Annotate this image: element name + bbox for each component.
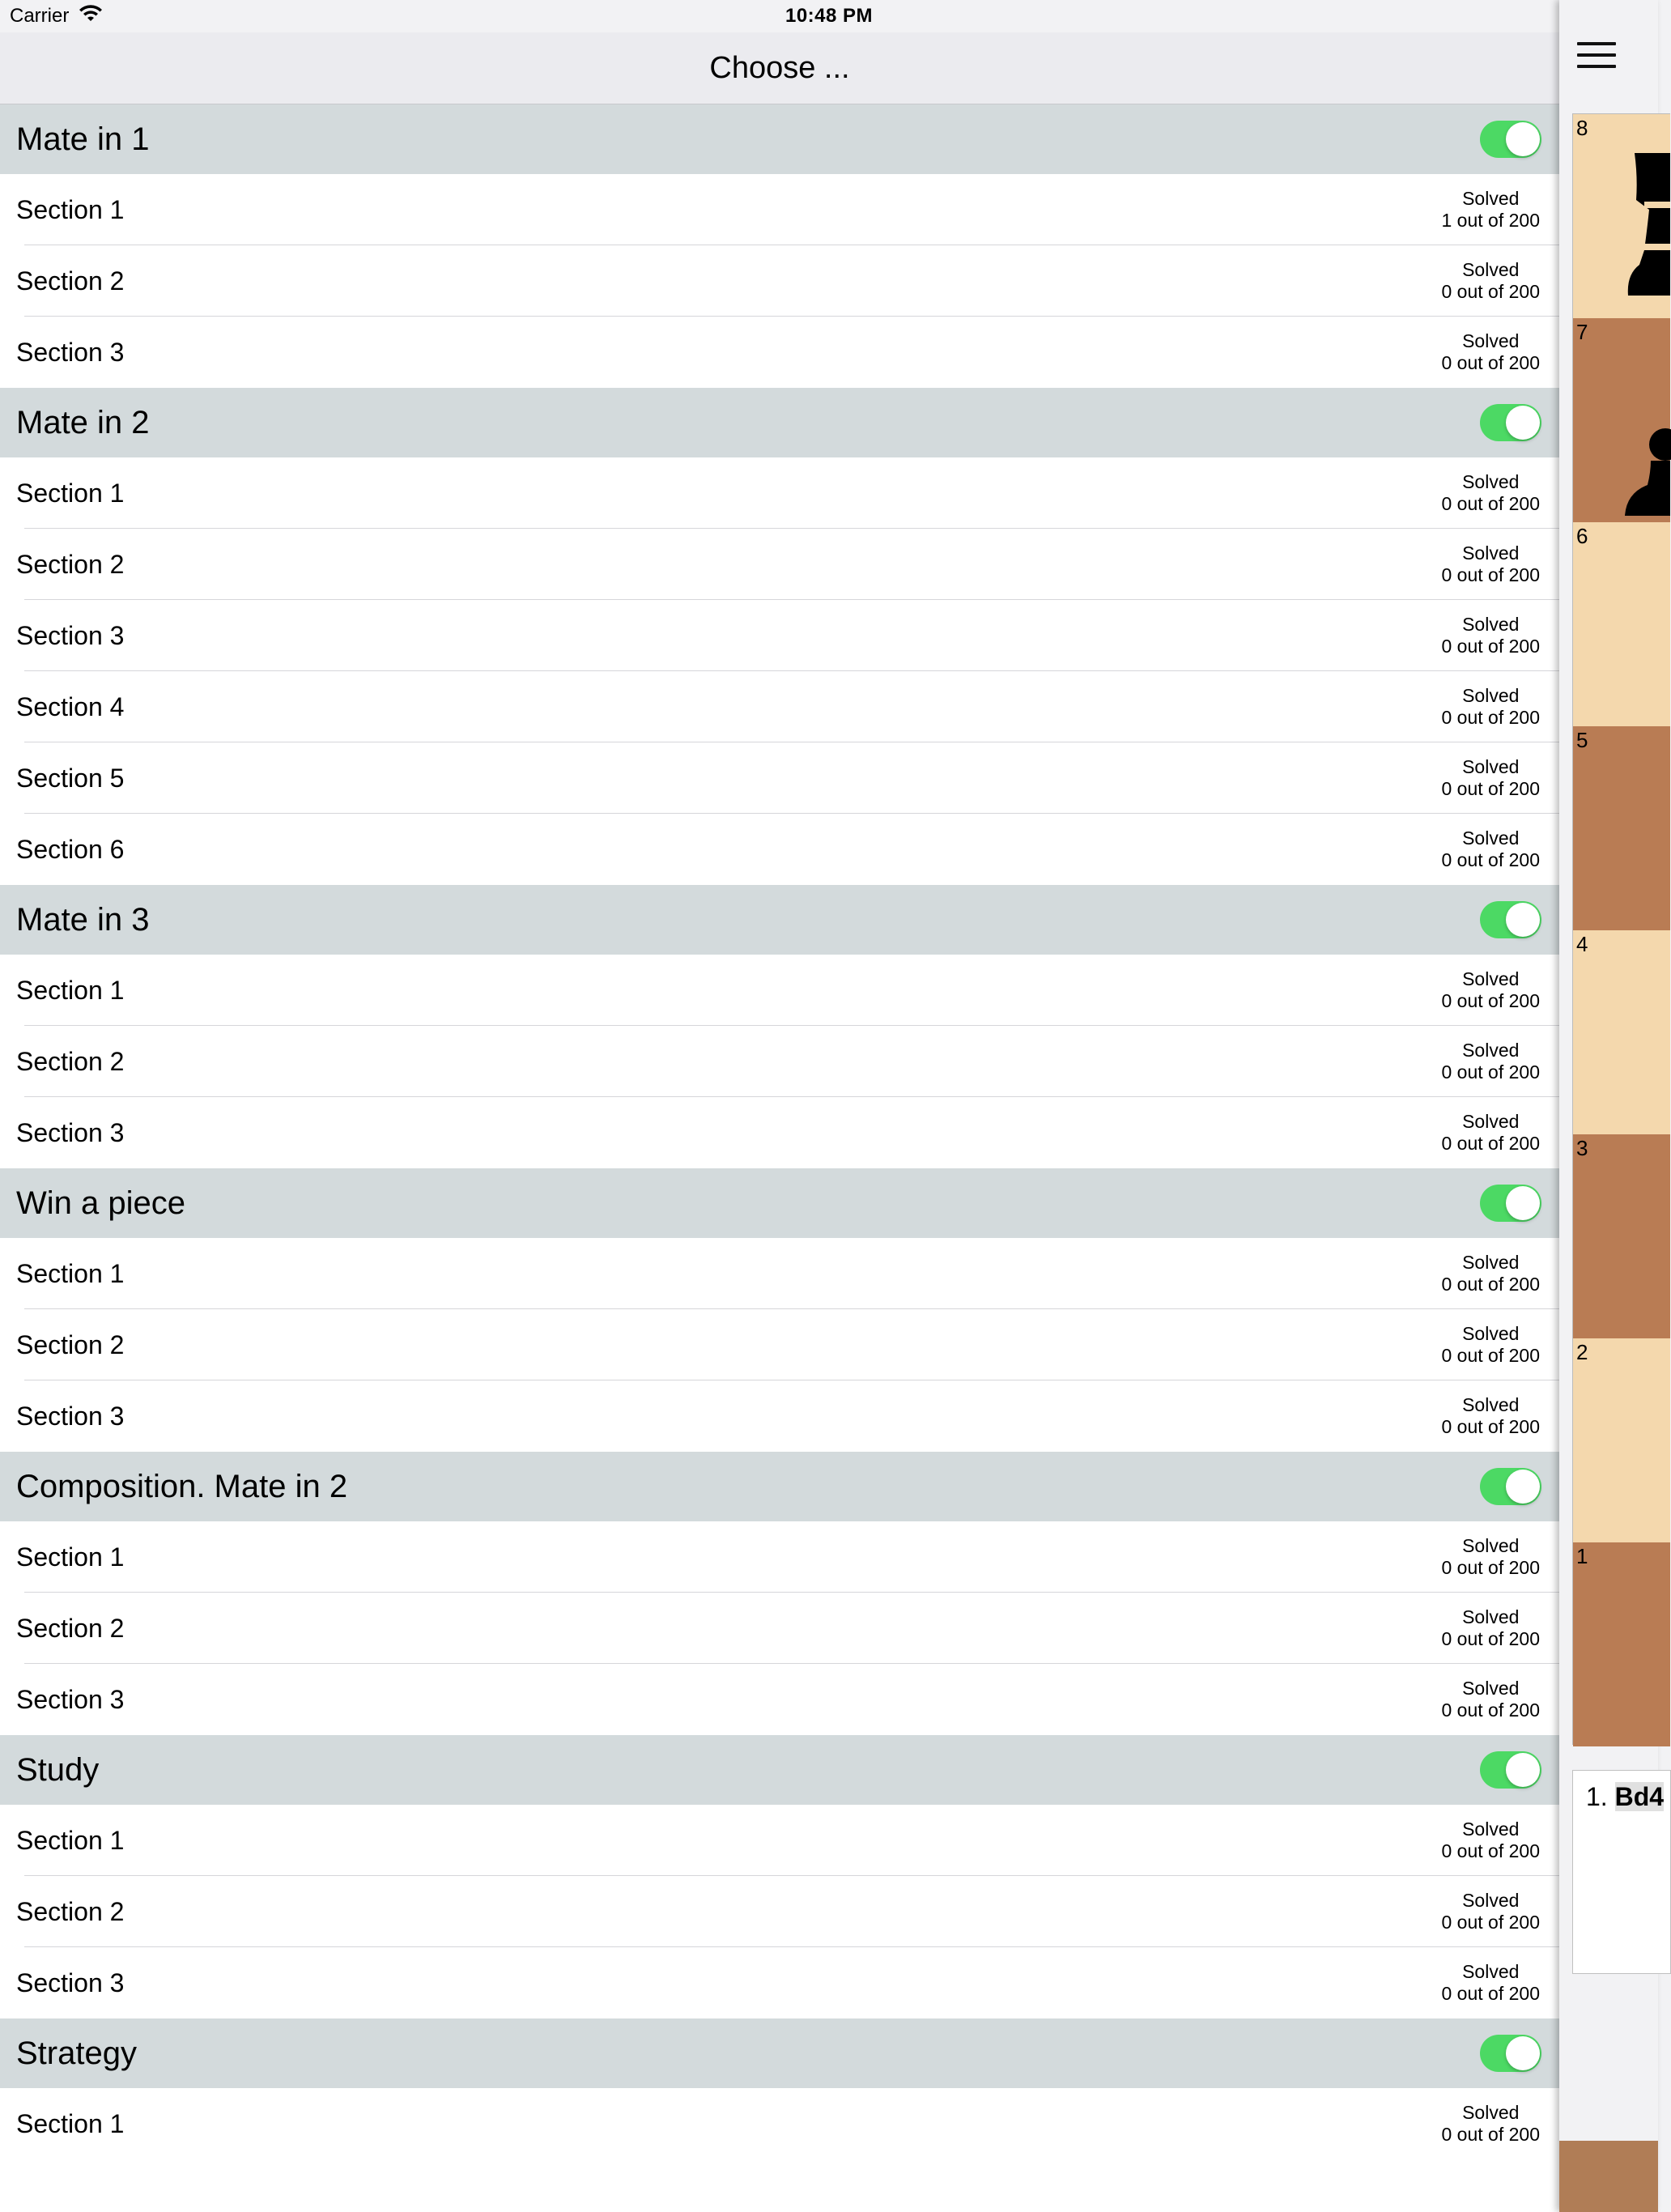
solved-status: [1442, 1252, 1541, 1295]
board-rank[interactable]: [1573, 726, 1670, 930]
solved-label: Solved: [1462, 1678, 1520, 1699]
solved-status: [1442, 1890, 1541, 1933]
solved-count: 0 out of 200: [1441, 564, 1540, 585]
solved-count: 0 out of 200: [1441, 1133, 1540, 1154]
section-row[interactable]: [0, 317, 1559, 388]
section-row[interactable]: [0, 2088, 1559, 2159]
section-label: Section 2: [16, 1329, 125, 1359]
group-header: [0, 885, 1559, 955]
section-row[interactable]: [0, 1664, 1559, 1735]
hamburger-menu-icon[interactable]: [1577, 42, 1616, 71]
section-row[interactable]: [0, 955, 1559, 1026]
section-label: Section 2: [16, 266, 125, 296]
solved-label: Solved: [1462, 1961, 1520, 1982]
group-header: [0, 1168, 1559, 1238]
group-header: [0, 2018, 1559, 2088]
section-row[interactable]: [0, 1593, 1559, 1664]
group-title: Mate in 2: [16, 404, 150, 440]
section-row[interactable]: [0, 1309, 1559, 1380]
solved-label: Solved: [1462, 188, 1520, 209]
solved-count: 0 out of 200: [1441, 1699, 1540, 1721]
group-toggle[interactable]: [1480, 1468, 1541, 1505]
solved-label: Solved: [1462, 827, 1520, 849]
solved-label: Solved: [1462, 1394, 1520, 1415]
section-label: Section 3: [16, 620, 125, 650]
group-title: Strategy: [16, 2035, 137, 2071]
solved-label: Solved: [1462, 1606, 1520, 1627]
section-row[interactable]: [0, 1521, 1559, 1593]
group-toggle[interactable]: [1480, 1751, 1541, 1789]
solved-label: Solved: [1462, 614, 1520, 635]
solved-label: Solved: [1462, 756, 1520, 777]
solved-count: 0 out of 200: [1441, 1416, 1540, 1437]
section-label: Section 4: [16, 691, 125, 721]
group-header: [0, 388, 1559, 457]
rank-number: 2: [1576, 1340, 1588, 1364]
group-title: Mate in 1: [16, 121, 150, 157]
rank-number: 6: [1576, 524, 1588, 548]
solved-label: Solved: [1462, 968, 1520, 989]
section-row[interactable]: [0, 671, 1559, 742]
section-row[interactable]: [0, 1026, 1559, 1097]
bottom-board-strip: [1559, 2141, 1658, 2212]
group-toggle[interactable]: [1480, 404, 1541, 441]
rank-number: 3: [1576, 1136, 1588, 1160]
move-highlight[interactable]: Bd4: [1614, 1782, 1665, 1811]
section-label: Section 1: [16, 194, 125, 224]
board-rank[interactable]: [1573, 1338, 1670, 1542]
section-row[interactable]: [0, 245, 1559, 317]
chess-board[interactable]: [1572, 113, 1670, 1745]
solved-status: [1442, 827, 1541, 871]
solved-status: [1442, 1323, 1541, 1367]
solved-status: [1442, 188, 1541, 232]
section-label: Section 1: [16, 478, 125, 508]
solved-count: 0 out of 200: [1441, 990, 1540, 1011]
solved-count: 0 out of 200: [1441, 1983, 1540, 2004]
group-title: Mate in 3: [16, 901, 150, 938]
solved-status: [1442, 542, 1541, 586]
solved-label: Solved: [1462, 1040, 1520, 1061]
section-list[interactable]: [0, 104, 1559, 2159]
group-toggle[interactable]: [1480, 901, 1541, 938]
rank-number: 1: [1576, 1544, 1588, 1568]
status-bar: [0, 0, 1658, 32]
board-rank[interactable]: [1573, 522, 1670, 726]
solved-count: 0 out of 200: [1441, 707, 1540, 728]
solved-count: 0 out of 200: [1441, 1274, 1540, 1295]
solved-count: 0 out of 200: [1441, 352, 1540, 373]
solved-status: [1442, 330, 1541, 374]
move-number: 1.: [1586, 1782, 1608, 1811]
solved-status: [1442, 1040, 1541, 1083]
section-row[interactable]: [0, 457, 1559, 529]
puzzle-chooser-panel: [0, 32, 1559, 2212]
solved-count: 0 out of 200: [1441, 281, 1540, 302]
solved-label: Solved: [1462, 259, 1520, 280]
solved-status: [1442, 1111, 1541, 1155]
solved-status: [1442, 1678, 1541, 1721]
group-header: [0, 104, 1559, 174]
solved-label: Solved: [1462, 685, 1520, 706]
section-label: Section 5: [16, 763, 125, 793]
group-toggle[interactable]: [1480, 2035, 1541, 2072]
black-pawn-icon: [1623, 420, 1670, 516]
solved-count: 0 out of 200: [1441, 1345, 1540, 1366]
solved-status: [1442, 685, 1541, 729]
solved-label: Solved: [1462, 471, 1520, 492]
group-toggle[interactable]: [1480, 1185, 1541, 1222]
solved-count: 0 out of 200: [1441, 2124, 1540, 2145]
section-row[interactable]: [0, 529, 1559, 600]
section-row[interactable]: [0, 174, 1559, 245]
rank-number: 8: [1576, 116, 1588, 140]
solved-label: Solved: [1462, 1819, 1520, 1840]
nav-title: Choose ...: [709, 50, 850, 85]
section-label: Section 2: [16, 1046, 125, 1076]
solved-status: [1442, 1394, 1541, 1438]
solved-count: 0 out of 200: [1441, 778, 1540, 799]
section-label: Section 1: [16, 1542, 125, 1572]
board-rank[interactable]: [1573, 1542, 1670, 1746]
solved-status: [1442, 471, 1541, 515]
section-row[interactable]: [0, 1238, 1559, 1309]
solved-count: 0 out of 200: [1441, 849, 1540, 870]
section-label: Section 1: [16, 2108, 125, 2138]
solved-count: 0 out of 200: [1441, 1061, 1540, 1083]
solved-status: [1442, 2102, 1541, 2146]
solved-status: [1442, 756, 1541, 800]
solved-label: Solved: [1462, 1111, 1520, 1132]
rank-number: 5: [1576, 728, 1588, 752]
group-title: Study: [16, 1751, 100, 1788]
move-list[interactable]: [1572, 1770, 1671, 1974]
section-label: Section 3: [16, 1967, 125, 1997]
section-label: Section 3: [16, 1401, 125, 1431]
rank-number: 4: [1576, 932, 1588, 956]
section-row[interactable]: [0, 814, 1559, 885]
solved-label: Solved: [1462, 1252, 1520, 1273]
solved-label: Solved: [1462, 542, 1520, 564]
solved-count: 1 out of 200: [1441, 210, 1540, 231]
section-row[interactable]: [0, 1805, 1559, 1876]
group-toggle[interactable]: [1480, 121, 1541, 158]
section-label: Section 1: [16, 1258, 125, 1288]
nav-bar: [0, 32, 1559, 104]
section-label: Section 1: [16, 1825, 125, 1855]
section-label: Section 2: [16, 549, 125, 579]
group-title: Composition. Mate in 2: [16, 1468, 348, 1504]
carrier-label: Carrier: [10, 5, 70, 27]
section-label: Section 2: [16, 1896, 125, 1926]
section-label: Section 6: [16, 834, 125, 864]
solved-label: Solved: [1462, 1890, 1520, 1911]
solved-status: [1442, 259, 1541, 303]
solved-count: 0 out of 200: [1441, 1912, 1540, 1933]
solved-status: [1442, 614, 1541, 657]
solved-label: Solved: [1462, 330, 1520, 351]
section-label: Section 3: [16, 1684, 125, 1714]
board-panel: [1559, 0, 1665, 2212]
section-row[interactable]: [0, 1380, 1559, 1452]
solved-count: 0 out of 200: [1441, 636, 1540, 657]
group-header: [0, 1735, 1559, 1805]
section-row[interactable]: [0, 600, 1559, 671]
section-row[interactable]: [0, 1097, 1559, 1168]
board-rank[interactable]: [1573, 930, 1670, 1134]
solved-count: 0 out of 200: [1441, 1628, 1540, 1649]
clock: 10:48 PM: [784, 5, 874, 27]
solved-status: [1442, 968, 1541, 1012]
solved-count: 0 out of 200: [1441, 493, 1540, 514]
section-row[interactable]: [0, 1947, 1559, 2018]
solved-count: 0 out of 200: [1441, 1840, 1540, 1861]
black-rook-icon: [1620, 153, 1670, 296]
section-label: Section 1: [16, 975, 125, 1005]
solved-status: [1442, 1606, 1541, 1650]
solved-count: 0 out of 200: [1441, 1557, 1540, 1578]
solved-status: [1442, 1961, 1541, 2005]
solved-status: [1442, 1819, 1541, 1862]
rank-number: 7: [1576, 320, 1588, 344]
group-header: [0, 1452, 1559, 1521]
solved-label: Solved: [1462, 2102, 1520, 2123]
solved-label: Solved: [1462, 1535, 1520, 1556]
section-row[interactable]: [0, 1876, 1559, 1947]
solved-status: [1442, 1535, 1541, 1579]
section-label: Section 3: [16, 337, 125, 367]
section-label: Section 2: [16, 1613, 125, 1643]
board-rank[interactable]: [1573, 1134, 1670, 1338]
section-row[interactable]: [0, 742, 1559, 814]
group-title: Win a piece: [16, 1185, 185, 1221]
solved-label: Solved: [1462, 1323, 1520, 1344]
section-label: Section 3: [16, 1117, 125, 1147]
